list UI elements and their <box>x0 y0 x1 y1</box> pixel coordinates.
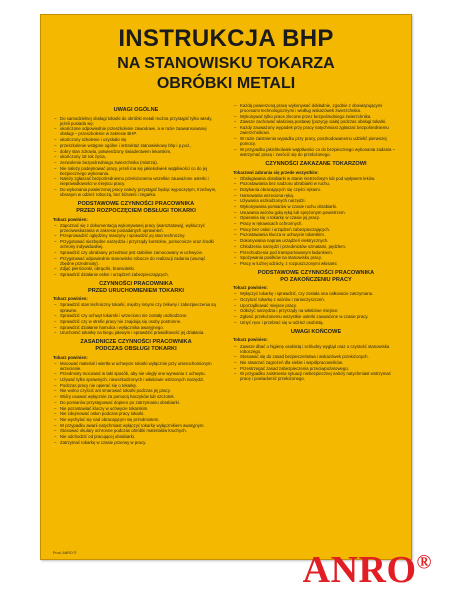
section-heading-line: ZASADNICZE CZYNNOŚCI PRACOWNIKA <box>80 339 192 346</box>
instruction-item: – Każdą powierzoną pracę wykonywać dokładnie, zgodnie z obowiązującymi procesami technologicznymi i według wskazówek zwierzchnika. <box>233 103 399 113</box>
instruction-item: – Nie stwarzać zagrożeń dla siebie i współpracowników. <box>233 360 399 365</box>
instruction-item: – Sprawdzić czy obrabiany przedmiot jest stabilnie zamocowany w uchwycie. <box>53 250 219 255</box>
instruction-item: – Mocować materiał i wiertła w uchwycie tokarki wyłącznie przy unieruchomionym wrzecionie. <box>53 361 219 371</box>
right-column <box>233 103 399 543</box>
instruction-item: – Pozostawiania klucza w uchwycie tokarskim. <box>233 232 399 237</box>
instruction-item: – Pracy bez osłon i urządzeń zabezpieczających. <box>233 227 399 232</box>
instruction-item: – W przypadku awarii natychmiast wyłączyć tokarkę wyłącznikiem awaryjnym. <box>53 423 219 428</box>
section-intro: Tokarz powinien: <box>233 337 268 343</box>
instruction-item: – Uporządkować miejsce pracy. <box>233 303 399 308</box>
instruction-item: – Pracy w luźnej odzieży, z rozpuszczonymi włosami. <box>233 261 399 266</box>
section-heading <box>53 107 219 114</box>
instruction-item: – Zawsze dbać o higienę osobistą i schludny wygląd oraz o czystość stanowiska roboczego. <box>233 344 399 354</box>
instruction-item: – Nie odchodzić od pracującej obrabiarki. <box>53 434 219 439</box>
instruction-item: – Spożywania posiłków na stanowisku pracy. <box>233 255 399 260</box>
instruction-item: – Każdy zauważony wypadek przy pracy natychmiast zgłaszać bezpośredniemu zwierzchnikowi. <box>233 125 399 135</box>
instruction-item: – Uruchomić tokarkę na biegu jałowym i sprawdzić prawidłowość jej działania. <box>53 330 219 335</box>
instruction-item: – Nie zdejmować osłon podczas pracy tokarki. <box>53 411 219 416</box>
instruction-item: – Obsługiwania obrabiarki w stanie nietrzeźwym lub pod wpływem leków. <box>233 176 399 181</box>
section-heading-line: PRZED ROZPOCZĘCIEM OBSŁUGI TOKARKI <box>76 207 196 214</box>
instruction-item: – Umyć ręce i przebrać się w odzież osobistą. <box>233 320 399 325</box>
instruction-item: – Stosować się do zasad bezpieczeństwa i wskazówek przełożonych. <box>233 354 399 359</box>
instruction-item: – Sprawdzić stan techniczny tokarki, między innymi czy żeliwny i zabezpieczenia są sprawne. <box>53 302 219 312</box>
instruction-item: – Wióry usuwać wyłącznie za pomocą haczyków lub szczotek. <box>53 394 219 399</box>
instruction-item: – Wykonywać tylko prace zlecone przez bezpośredniego zwierzchnika. <box>233 114 399 119</box>
instruction-item: – W przypadku zaistnienia sytuacji niebezpiecznej należy natychmiast wstrzymać pracę i powiadomić przełożonego. <box>233 371 399 381</box>
section-heading-line: UWAGI OGÓLNE <box>113 107 159 113</box>
instruction-item: – Zatrzymać tokarkę w czasie przerwy w pracy. <box>53 440 219 445</box>
section-heading <box>53 281 219 294</box>
instruction-item: – Chłodzenia narzędzi i przedmiotów szmatami, pędzlem. <box>233 244 399 249</box>
instruction-item: – Używać tylko sprawnych, nieuszkodzonych i właściwie ostrzonych narzędzi. <box>53 377 219 382</box>
section-intro: Tokarz powinien: <box>53 354 88 360</box>
section-heading-line: PODSTAWOWE CZYNNOŚCI PRACOWNIKA <box>77 201 195 208</box>
poster-title: INSTRUKCJA BHP <box>118 25 334 52</box>
section-heading-line: PO ZAKOŃCZENIU PRACY <box>280 276 352 283</box>
instruction-item: – Sprawdzić czy uchwyt tokarski i wrzeciono nie zostały uszkodzone. <box>53 313 219 318</box>
instruction-item: – Odłożyć narzędzia i przyrządy na właściwe miejsce. <box>233 308 399 313</box>
instruction-item: – Sprawdzić działanie osłon i urządzeń zabezpieczających. <box>53 272 219 277</box>
section-heading <box>233 329 399 336</box>
brand-name: ANRO <box>302 549 417 591</box>
instruction-item: – Wyłączyć tokarkę i sprawdzić, czy została ona całkowicie zatrzymana. <box>233 291 399 296</box>
poster-subtitle-1: NA STANOWISKU TOKARZA <box>117 55 335 72</box>
instruction-item: – ukończony 18 rok życia, <box>53 154 219 159</box>
instruction-item: – Do pomiarów przystępować dopiero po zatrzymaniu obrabiarki. <box>53 400 219 405</box>
instruction-item: – zezwolenie bezpośredniego zwierzchnika (mistrza). <box>53 160 219 165</box>
section-heading <box>233 270 399 283</box>
section-intro: Tokarzowi zabrania się przede wszystkim: <box>233 169 319 175</box>
instruction-item: – Zgłosić przełożonemu wszystkie usterki zauważone w czasie pracy. <box>233 314 399 319</box>
instruction-item: – W przypadku jakichkolwiek wątpliwości co do bezpiecznego wykonania zadania – wstrzymać pracę i zwrócić się do przełożonego. <box>233 147 399 157</box>
instruction-item: – Usuwania wiórów gołą ręką lub sprężonym powietrzem. <box>233 210 399 215</box>
poster-subtitle-2: OBRÓBKI METALI <box>156 75 296 92</box>
instruction-item: – Przechodzenia pod transportowanym ładunkiem. <box>233 250 399 255</box>
instruction-item: – Hamowania wrzeciona ręką. <box>233 193 399 198</box>
section-heading-line: PODSTAWOWE CZYNNOŚCI PRACOWNIKA <box>257 270 375 276</box>
section-heading-line: PODCZAS OBSŁUGI TOKARKI <box>95 345 177 352</box>
instruction-item: – Stosować okulary ochronne podczas obróbki materiałów kruchych. <box>53 428 219 433</box>
section-heading-line: CZYNNOŚCI ZAKAZANE TOKARZOWI <box>265 160 367 167</box>
instruction-item: – przeszkolenie wstępne ogólne i instruktaż stanowiskowy bhp i p.poż., <box>53 143 219 148</box>
section-heading <box>233 161 399 168</box>
instruction-item: – Przedmioty mocować w taki sposób, aby nie uległy one wyrwaniu z uchwytu. <box>53 371 219 376</box>
instruction-item: – Przeprowadzić oględziny maszyny i sprawdzić jej stan techniczny. <box>53 233 219 238</box>
section-intro: Tokarz powinien: <box>233 285 268 291</box>
section-heading-line: PRZED URUCHOMIENIEM TOKARKI <box>88 287 184 294</box>
instruction-item: – Pozostawiania bez nadzoru obrabiarki w ruchu. <box>233 181 399 186</box>
section-intro: Tokarz powinien: <box>53 296 88 302</box>
instruction-item: – Pracy w rękawicach ochronnych. <box>233 221 399 226</box>
instruction-item: – Dotykania obracających się części rękami. <box>233 187 399 192</box>
section-heading-line: CZYNNOŚCI PRACOWNIKA <box>99 281 173 288</box>
instruction-item: – ukończony szkolenie i uzyskało się <box>53 137 219 142</box>
instruction-item: – Wykonywania pomiarów w czasie ruchu obrabiarki. <box>233 204 399 209</box>
instruction-item: – Nie należy podejmować pracy, jeżeli ma się jakiekolwiek wątpliwości co do jej bezpiecznego wykonania. <box>53 166 219 176</box>
instruction-item: – Oczyścić tokarkę z wiórów i zanieczyszczeń. <box>233 297 399 302</box>
section-heading <box>53 339 219 352</box>
instruction-item: – Sprawdzić działanie hamulca i wyłącznika awaryjnego. <box>53 325 219 330</box>
instruction-item: – dobry stan zdrowia, potwierdzony świadectwem lekarskim, <box>53 149 219 154</box>
instruction-item: – Nie wolno czyścić ani smarować tokarki podczas jej pracy. <box>53 388 219 393</box>
instruction-item: – Zdjąć pierścionki, obrączki, bransoletki. <box>53 266 219 271</box>
instruction-item: – Do wykonania powierzonej pracy należy przystąpić będąc wypoczętym, trzeźwym, ubranym w odzież roboczą, bez biżuterii i zegarka. <box>53 187 219 197</box>
section-heading <box>53 201 219 214</box>
registered-mark: ® <box>416 551 432 574</box>
instruction-item: – Opierania się o tokarkę w czasie jej pracy. <box>233 215 399 220</box>
instruction-item: – Dokonywania napraw urządzeń elektrycznych. <box>233 238 399 243</box>
section-intro: Tokarz powinien: <box>53 216 88 222</box>
instruction-item: – Zapoznać się z dokumentacją wykonywanej pracy (warsztatową), wykluczyć przeciwwskazania w zakresie posiadanych uprawnień. <box>53 223 219 233</box>
instruction-item: – Do samodzielnej obsługi tokarki do obróbki metali można przystąpić tylko wtedy, jeżeli posiada się: <box>53 116 219 126</box>
safety-instruction-poster <box>40 14 412 560</box>
instruction-item: – Przygotować niezbędne narzędzia i przyrządy kontrolne, pomocnicze oraz środki ochrony indywidualnej. <box>53 239 219 249</box>
left-column <box>53 103 219 543</box>
instruction-item: – Przestrzegać zasad zabezpieczenia przeciwpożarowego. <box>233 366 399 371</box>
instruction-item: – Używania uszkodzonych narzędzi. <box>233 198 399 203</box>
instruction-item: – Podczas pracy nie opierać się o tokarkę. <box>53 383 219 388</box>
instruction-item: – Nie wychylać się nad obracającym się przedmiotem. <box>53 417 219 422</box>
instruction-item: – Przygotować odpowiednie stanowisko robocze do realizacji zadania (usunąć zbędne przedmioty). <box>53 256 219 266</box>
anro-logo <box>303 550 432 590</box>
instruction-item: – Należy zgłaszać bezpośredniemu przełożonemu wszelkie zauważone usterki i nieprawidłowości w miejscu pracy. <box>53 176 219 186</box>
section-heading-line: UWAGI KOŃCOWE <box>290 328 342 335</box>
instruction-item: – Zawsze zachować właściwą postawę (pozycję ciała) podczas obsługi tokarki. <box>233 119 399 124</box>
instruction-item: – ukończone odpowiednie przeszkolenie zawodowe, a w razie zaawansowanej obsługi – przeszkolenie w zakresie BHP. <box>53 126 219 136</box>
producer-note: Prod. ANRO ® <box>53 551 77 555</box>
instruction-item: – Sprawdzić czy w strefie pracy nie znajdują się osoby postronne. <box>53 319 219 324</box>
instruction-item: – W razie zaistnienia wypadku przy pracy, poszkodowanemu udzielić pierwszej pomocy. <box>233 136 399 146</box>
instruction-item: – Nie pozostawiać kluczy w uchwycie tokarskim. <box>53 406 219 411</box>
